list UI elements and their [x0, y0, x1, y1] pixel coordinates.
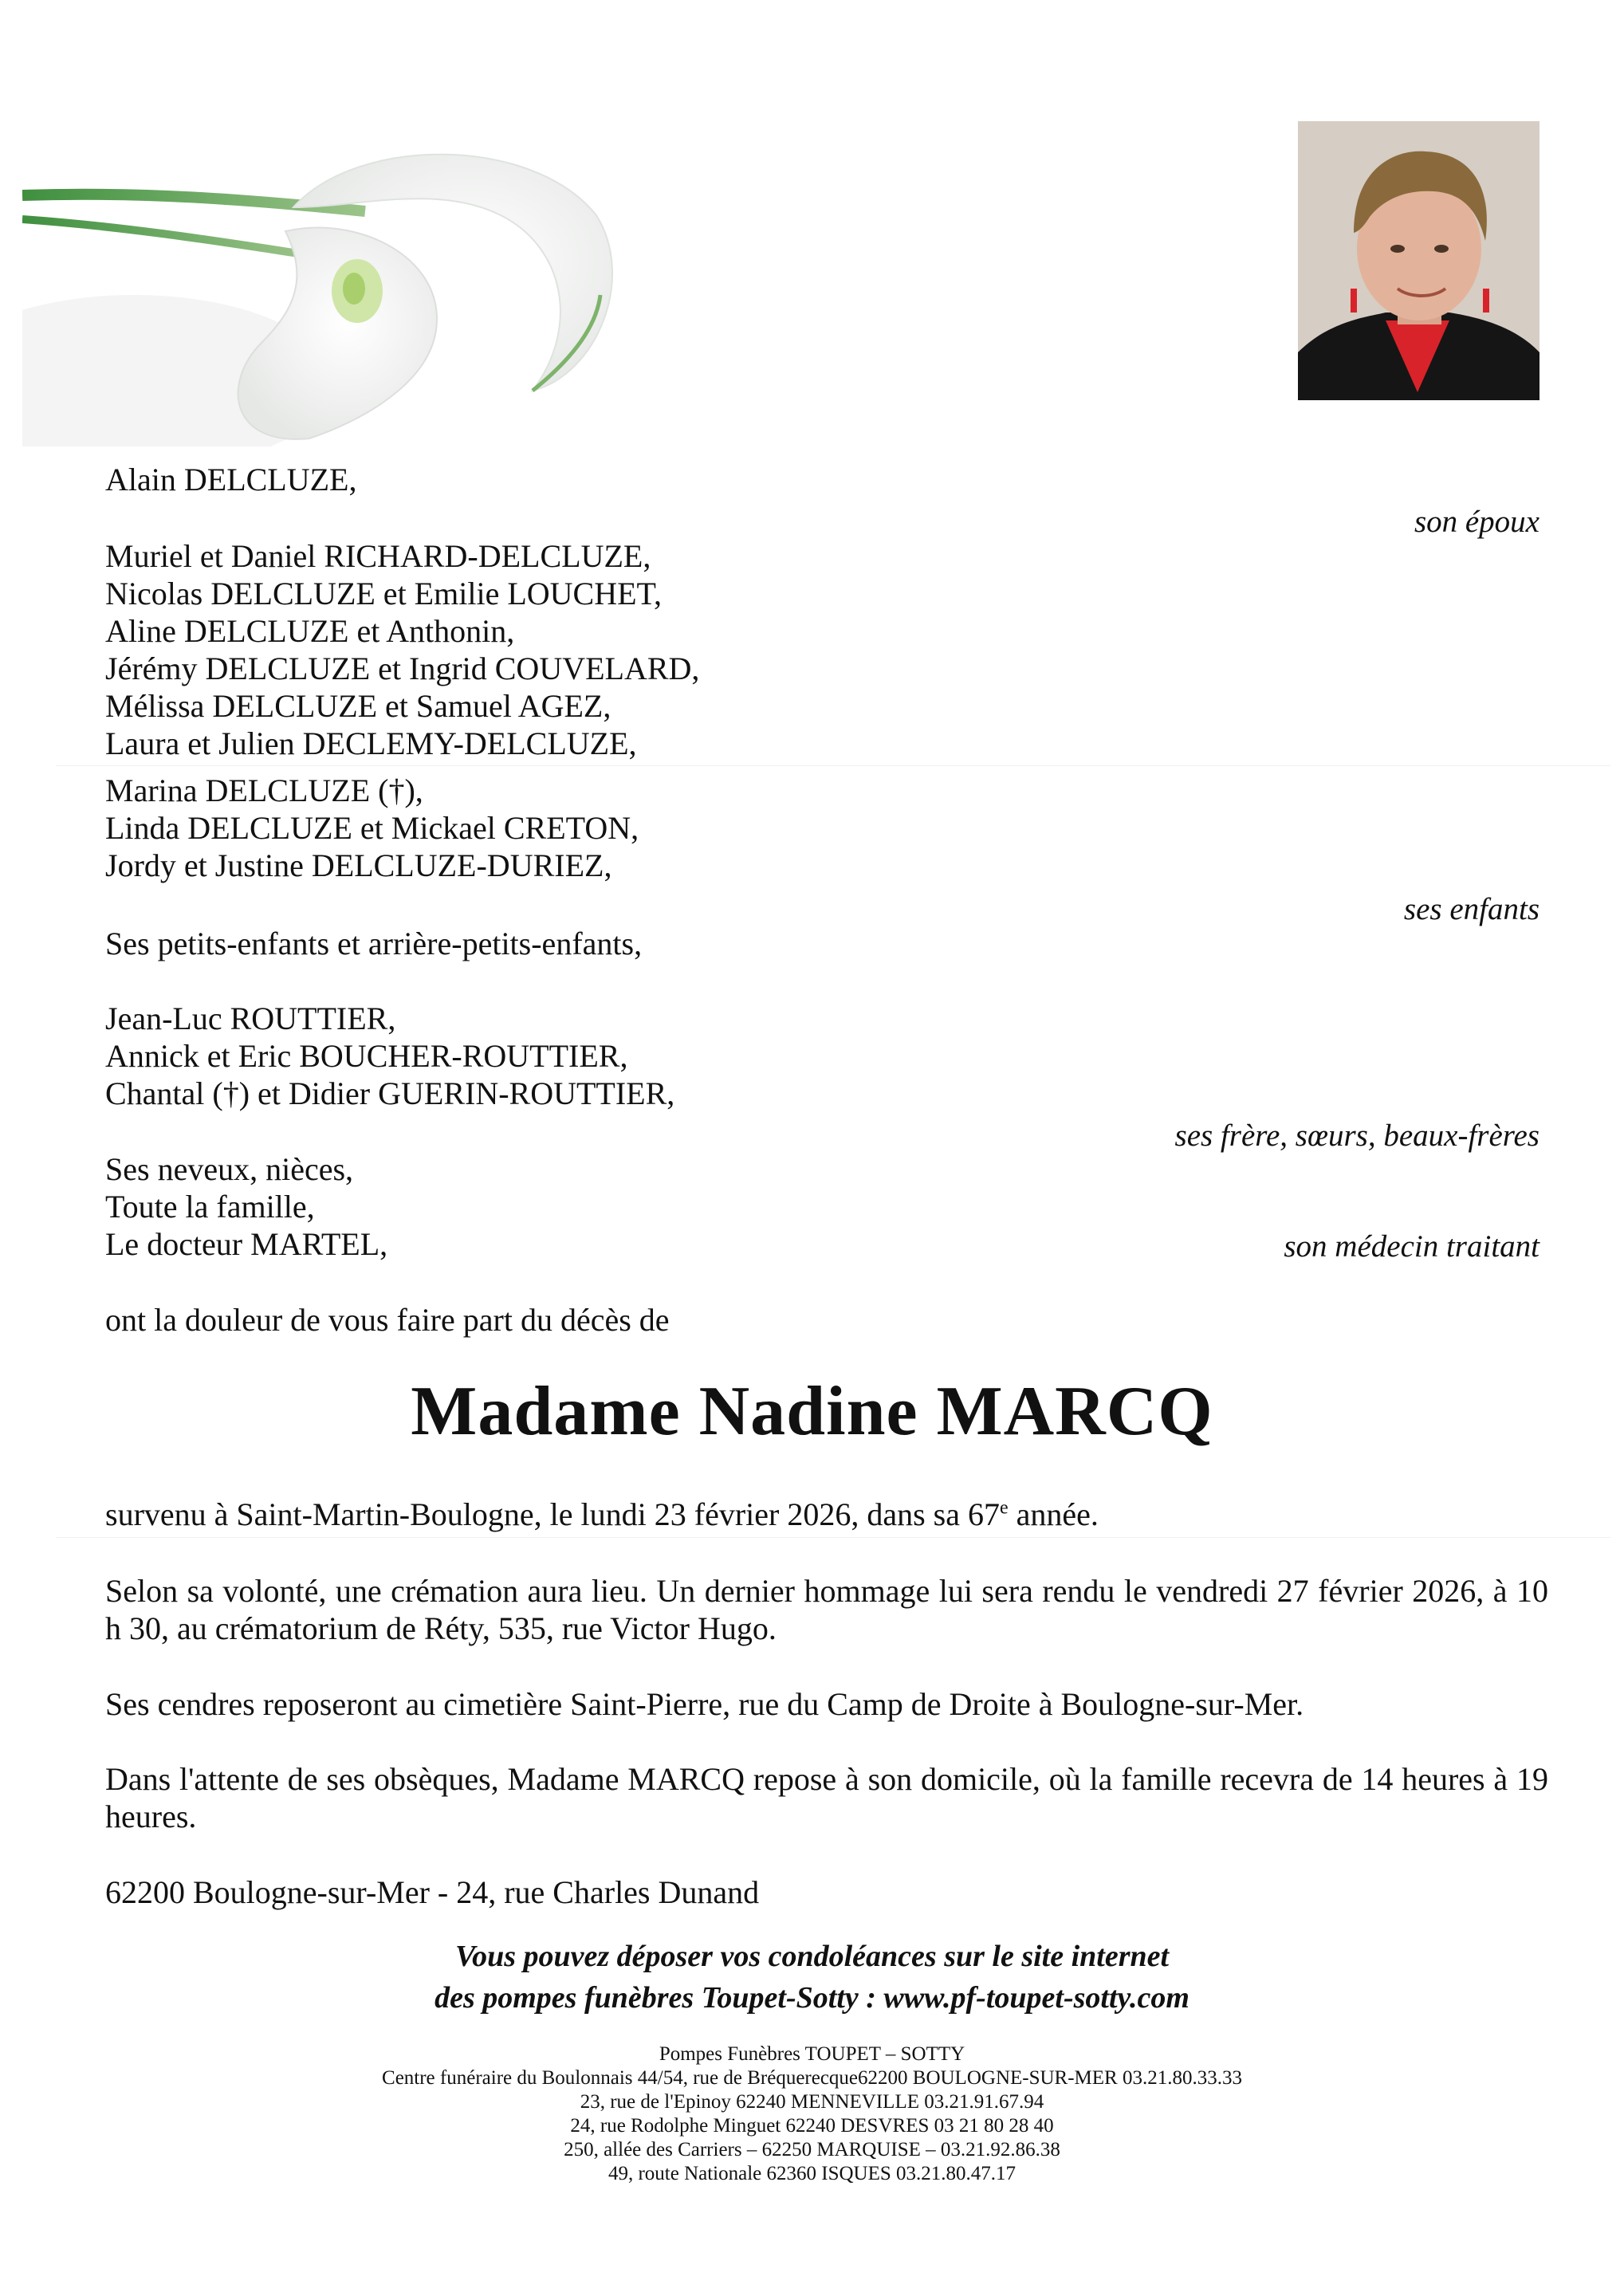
child-line: Muriel et Daniel RICHARD-DELCLUZE, — [105, 538, 651, 574]
child-line: Laura et Julien DECLEMY-DELCLUZE, — [105, 725, 637, 761]
child-line: Linda DELCLUZE et Mickael CRETON, — [105, 810, 639, 846]
death-line-end: année. — [1008, 1496, 1099, 1532]
address-line: 62200 Boulogne-sur-Mer - 24, rue Charles Dunand — [105, 1874, 760, 1910]
child-line: Mélissa DELCLUZE et Samuel AGEZ, — [105, 688, 611, 724]
footer-line: 49, route Nationale 62360 ISQUES 03.21.80.47.17 — [608, 2163, 1016, 2184]
role-siblings: ses frère, sœurs, beaux-frères — [1174, 1119, 1539, 1153]
child-line: Marina DELCLUZE (†), — [105, 773, 423, 808]
role-doctor: son médecin traitant — [1284, 1229, 1539, 1264]
child-line: Nicolas DELCLUZE et Emilie LOUCHET, — [105, 576, 662, 611]
child-line: Aline DELCLUZE et Anthonin, — [105, 613, 515, 649]
role-children: ses enfants — [1403, 892, 1539, 926]
other-line: Le docteur MARTEL, — [105, 1226, 388, 1262]
sibling-line: Chantal (†) et Didier GUERIN-ROUTTIER, — [105, 1075, 675, 1111]
child-line: Jordy et Justine DELCLUZE-DURIEZ, — [105, 847, 612, 883]
announce-line: ont la douleur de vous faire part du décès de — [105, 1302, 670, 1338]
sibling-line: Jean-Luc ROUTTIER, — [105, 1001, 396, 1036]
footer-line: Pompes Funèbres TOUPET – SOTTY — [659, 2043, 965, 2065]
other-line: Toute la famille, — [105, 1189, 315, 1225]
cremation-paragraph: Selon sa volonté, une crémation aura lieu. Un dernier hommage lui sera rendu le vendredi 27 février 2026, à 10 h 30, au crématorium de Réty, 535, rue Victor Hugo. — [105, 1573, 1548, 1646]
death-line — [105, 1496, 1099, 1533]
spouse-name: Alain DELCLUZE, — [105, 462, 357, 497]
portrait-photo — [1298, 121, 1539, 400]
scan-line — [56, 1537, 1610, 1538]
death-line-sup: e — [1000, 1497, 1009, 1519]
calla-lily-image — [22, 120, 628, 446]
deceased-name: Madame Nadine MARCQ — [411, 1373, 1213, 1450]
footer-line: 23, rue de l'Epinoy 62240 MENNEVILLE 03.21.91.67.94 — [580, 2091, 1044, 2113]
footer-line: 250, allée des Carriers – 62250 MARQUISE – 03.21.92.86.38 — [564, 2139, 1060, 2160]
home-paragraph: Dans l'attente de ses obsèques, Madame MARCQ repose à son domicile, où la famille recevra de 14 heures à 19 heures. — [105, 1761, 1548, 1834]
other-line: Ses neveux, nièces, — [105, 1151, 354, 1187]
ashes-paragraph: Ses cendres reposeront au cimetière Saint-Pierre, rue du Camp de Droite à Boulogne-sur-Mer. — [105, 1686, 1304, 1722]
child-line: Jérémy DELCLUZE et Ingrid COUVELARD, — [105, 651, 700, 686]
footer-line: 24, rue Rodolphe Minguet 62240 DESVRES 03 21 80 28 40 — [570, 2115, 1054, 2137]
condolences-line: Vous pouvez déposer vos condoléances sur le site internet — [454, 1940, 1170, 1973]
grandchildren-line: Ses petits-enfants et arrière-petits-enfants, — [105, 926, 643, 961]
sibling-line: Annick et Eric BOUCHER-ROUTTIER, — [105, 1038, 628, 1074]
death-line-text: survenu à Saint-Martin-Boulogne, le lundi 23 février 2026, dans sa 67 — [105, 1496, 1000, 1532]
condolences-line: des pompes funèbres Toupet-Sotty : www.pf-toupet-sotty.com — [435, 1981, 1189, 2015]
scan-line — [56, 765, 1610, 766]
role-spouse: son époux — [1414, 505, 1539, 539]
footer-line: Centre funéraire du Boulonnais 44/54, rue de Bréquerecque62200 BOULOGNE-SUR-MER 03.21.80.33.33 — [382, 2067, 1242, 2089]
